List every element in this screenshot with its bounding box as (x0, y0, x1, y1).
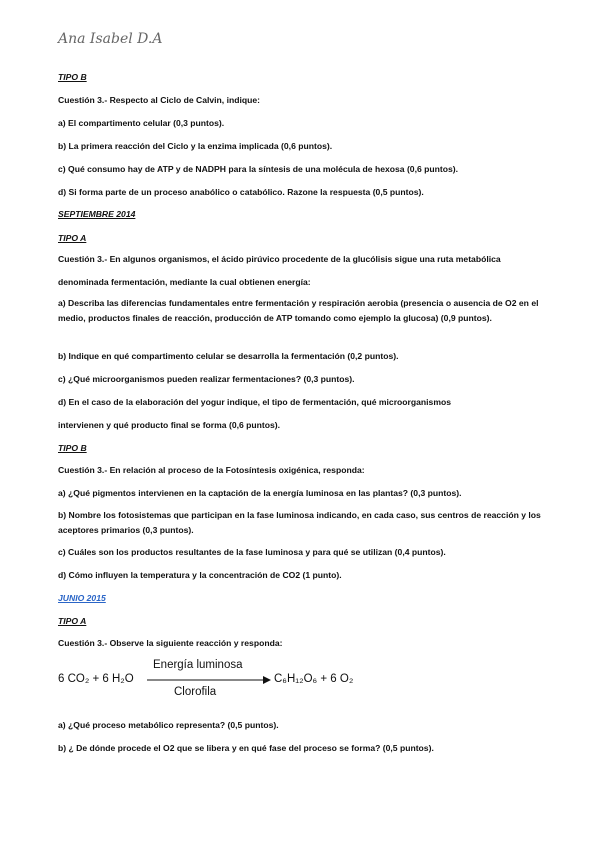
reaction-products: C₆H₁₂O₆ + 6 O₂ (274, 673, 354, 685)
section-heading-tipo-b: TIPO B (58, 72, 87, 82)
question-item: a) ¿Qué proceso metabólico representa? (0,5 puntos). (58, 720, 279, 730)
question-item: c) Cuáles son los productos resultantes de la fase luminosa y para qué se utilizan (0,4 puntos). (58, 547, 446, 557)
reaction-reactants: 6 CO₂ + 6 H₂O (58, 673, 134, 685)
question-text: Cuestión 3.- Respecto al Ciclo de Calvin, indique: (58, 95, 260, 105)
section-heading-septiembre-2014: SEPTIEMBRE 2014 (58, 209, 136, 219)
question-item: d) Cómo influyen la temperatura y la concentración de CO2 (1 punto). (58, 570, 342, 580)
author-signature: Ana Isabel D.A (58, 31, 163, 47)
section-heading-tipo-b: TIPO B (58, 443, 87, 453)
question-item: b) Indique en qué compartimento celular se desarrolla la fermentación (0,2 puntos). (58, 351, 399, 361)
reaction-condition-above: Energía luminosa (153, 659, 243, 671)
section-heading-tipo-a: TIPO A (58, 233, 87, 243)
question-item: d) En el caso de la elaboración del yogur indique, el tipo de fermentación, qué microorganismos (58, 397, 452, 407)
question-item: b) Nombre los fotosistemas que participan en la fase luminosa indicando, en cada caso, sus centros de reacción y los aceptores primarios (0,3 puntos). (58, 510, 541, 535)
reaction-condition-below: Clorofila (174, 686, 217, 698)
question-item: intervienen y qué producto final se forma (0,6 puntos). (58, 420, 281, 430)
reaction-arrow-icon (147, 673, 271, 687)
question-item: a) ¿Qué pigmentos intervienen en la captación de la energía luminosa en las plantas? (0,3 puntos). (58, 488, 462, 498)
question-item: d) Si forma parte de un proceso anabólico o catabólico. Razone la respuesta (0,5 puntos). (58, 187, 424, 197)
section-heading-junio-2015: JUNIO 2015 (58, 593, 106, 603)
question-item: c) ¿Qué microorganismos pueden realizar fermentaciones? (0,3 puntos). (58, 374, 355, 384)
question-item: c) Qué consumo hay de ATP y de NADPH para la síntesis de una molécula de hexosa (0,6 puntos). (58, 164, 459, 174)
question-text: Cuestión 3.- En algunos organismos, el ácido pirúvico procedente de la glucólisis sigue una ruta metabólica (58, 254, 501, 264)
question-item: b) ¿ De dónde procede el O2 que se libera y en qué fase del proceso se forma? (0,5 puntos). (58, 743, 434, 753)
section-heading-tipo-a: TIPO A (58, 616, 87, 626)
question-text: denominada fermentación, mediante la cual obtienen energía: (58, 277, 311, 287)
question-item: a) El compartimento celular (0,3 puntos). (58, 118, 225, 128)
question-item: a) Describa las diferencias fundamentales entre fermentación y respiración aerobia (presencia o ausencia de O2 en el medio, productos finales de reacción, producción de ATP tomando como ejemplo la glucosa) (0,9 puntos). (58, 298, 539, 323)
chemical-reaction (58, 656, 398, 700)
question-item: b) La primera reacción del Ciclo y la enzima implicada (0,6 puntos). (58, 141, 333, 151)
question-text: Cuestión 3.- Observe la siguiente reacción y responda: (58, 638, 283, 648)
question-text: Cuestión 3.- En relación al proceso de la Fotosíntesis oxigénica, responda: (58, 465, 365, 475)
